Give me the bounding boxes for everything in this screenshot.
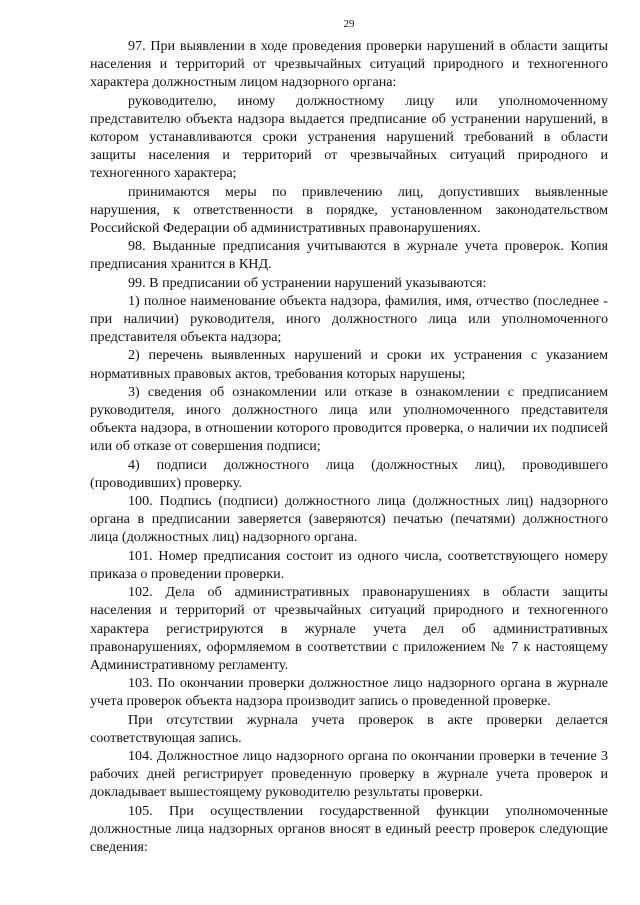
paragraph-99-item-3: 3) сведения об ознакомлении или отказе в ознакомлении с предписанием руководителя, иного должностного лица или уполномоченного представителя объекта надзора, в отношении которого проводится проверка, о наличии их подписей или об отказе от совершения подписи;: [90, 383, 608, 455]
paragraph-102: 102. Дела об административных правонарушениях в области защиты населения и территорий от чрезвычайных ситуаций природного и техногенного характера регистрируются в журнале учета дел об административных правонарушениях, оформляемом в соответствии с приложением № 7 к настоящему Административному регламенту.: [90, 584, 608, 673]
paragraph-103-note: При отсутствии журнала учета проверок в акте проверки делается соответствующая запись.: [90, 711, 608, 746]
paragraph-105: 105. При осуществлении государственной функции уполномоченные должностные лица надзорных органов вносят в единый реестр проверок следующие сведения:: [90, 802, 608, 855]
document-page: [90, 17, 608, 856]
paragraph-99-item-1: 1) полное наименование объекта надзора, фамилия, имя, отчество (последнее - при наличии) руководителя, иного должностного лица или уполномоченного представителя объекта надзора;: [90, 292, 608, 346]
page-number: 29: [343, 18, 355, 30]
paragraph-97: 97. При выявлении в ходе проведения проверки нарушений в области защиты населения и территорий от чрезвычайных ситуаций природного и техногенного характера должностным лицом надзорного органа:: [90, 38, 608, 91]
paragraph-99: 99. В предписании об устранении нарушений указываются:: [128, 274, 487, 291]
paragraph-104: 104. Должностное лицо надзорного органа по окончании проверки в течение 3 рабочих дней регистрирует проведенную проверку в журнале учета проверок и докладывает вышестоящему руководителю результаты проверки.: [90, 747, 608, 801]
paragraph-100: 100. Подпись (подписи) должностного лица (должностных лиц) надзорного органа в предписании заверяется (заверяются) печатью (печатями) должностного лица (должностных лиц) надзорного органа.: [90, 493, 608, 546]
paragraph-101: 101. Номер предписания состоит из одного числа, соответствующего номеру приказа о проведении проверки.: [90, 547, 608, 582]
paragraph-97-item-prescription: руководителю, иному должностному лицу или уполномоченному представителю объекта надзора выдается предписание об устранении нарушений, в котором устанавливаются сроки устранения нарушений требований в области защиты населения и территорий от чрезвычайных ситуаций природного и техногенного характера;: [90, 92, 608, 182]
paragraph-98: 98. Выданные предписания учитываются в журнале учета проверок. Копия предписания хранится в КНД.: [90, 238, 608, 273]
paragraph-97-item-liability: принимаются меры по привлечению лиц, допустивших выявленные нарушения, к ответственности в порядке, установленном законодательством Российской Федерации об административных правонарушениях.: [90, 183, 608, 237]
paragraph-99-item-2: 2) перечень выявленных нарушений и сроки их устранения с указанием нормативных правовых актов, требования которых нарушены;: [90, 347, 608, 382]
paragraph-99-item-4: 4) подписи должностного лица (должностных лиц), проводившего (проводивших) проверку.: [90, 456, 608, 491]
paragraph-103: 103. По окончании проверки должностное лицо надзорного органа в журнале учета проверок объекта надзора производит запись о проведенной проверке.: [90, 675, 608, 710]
